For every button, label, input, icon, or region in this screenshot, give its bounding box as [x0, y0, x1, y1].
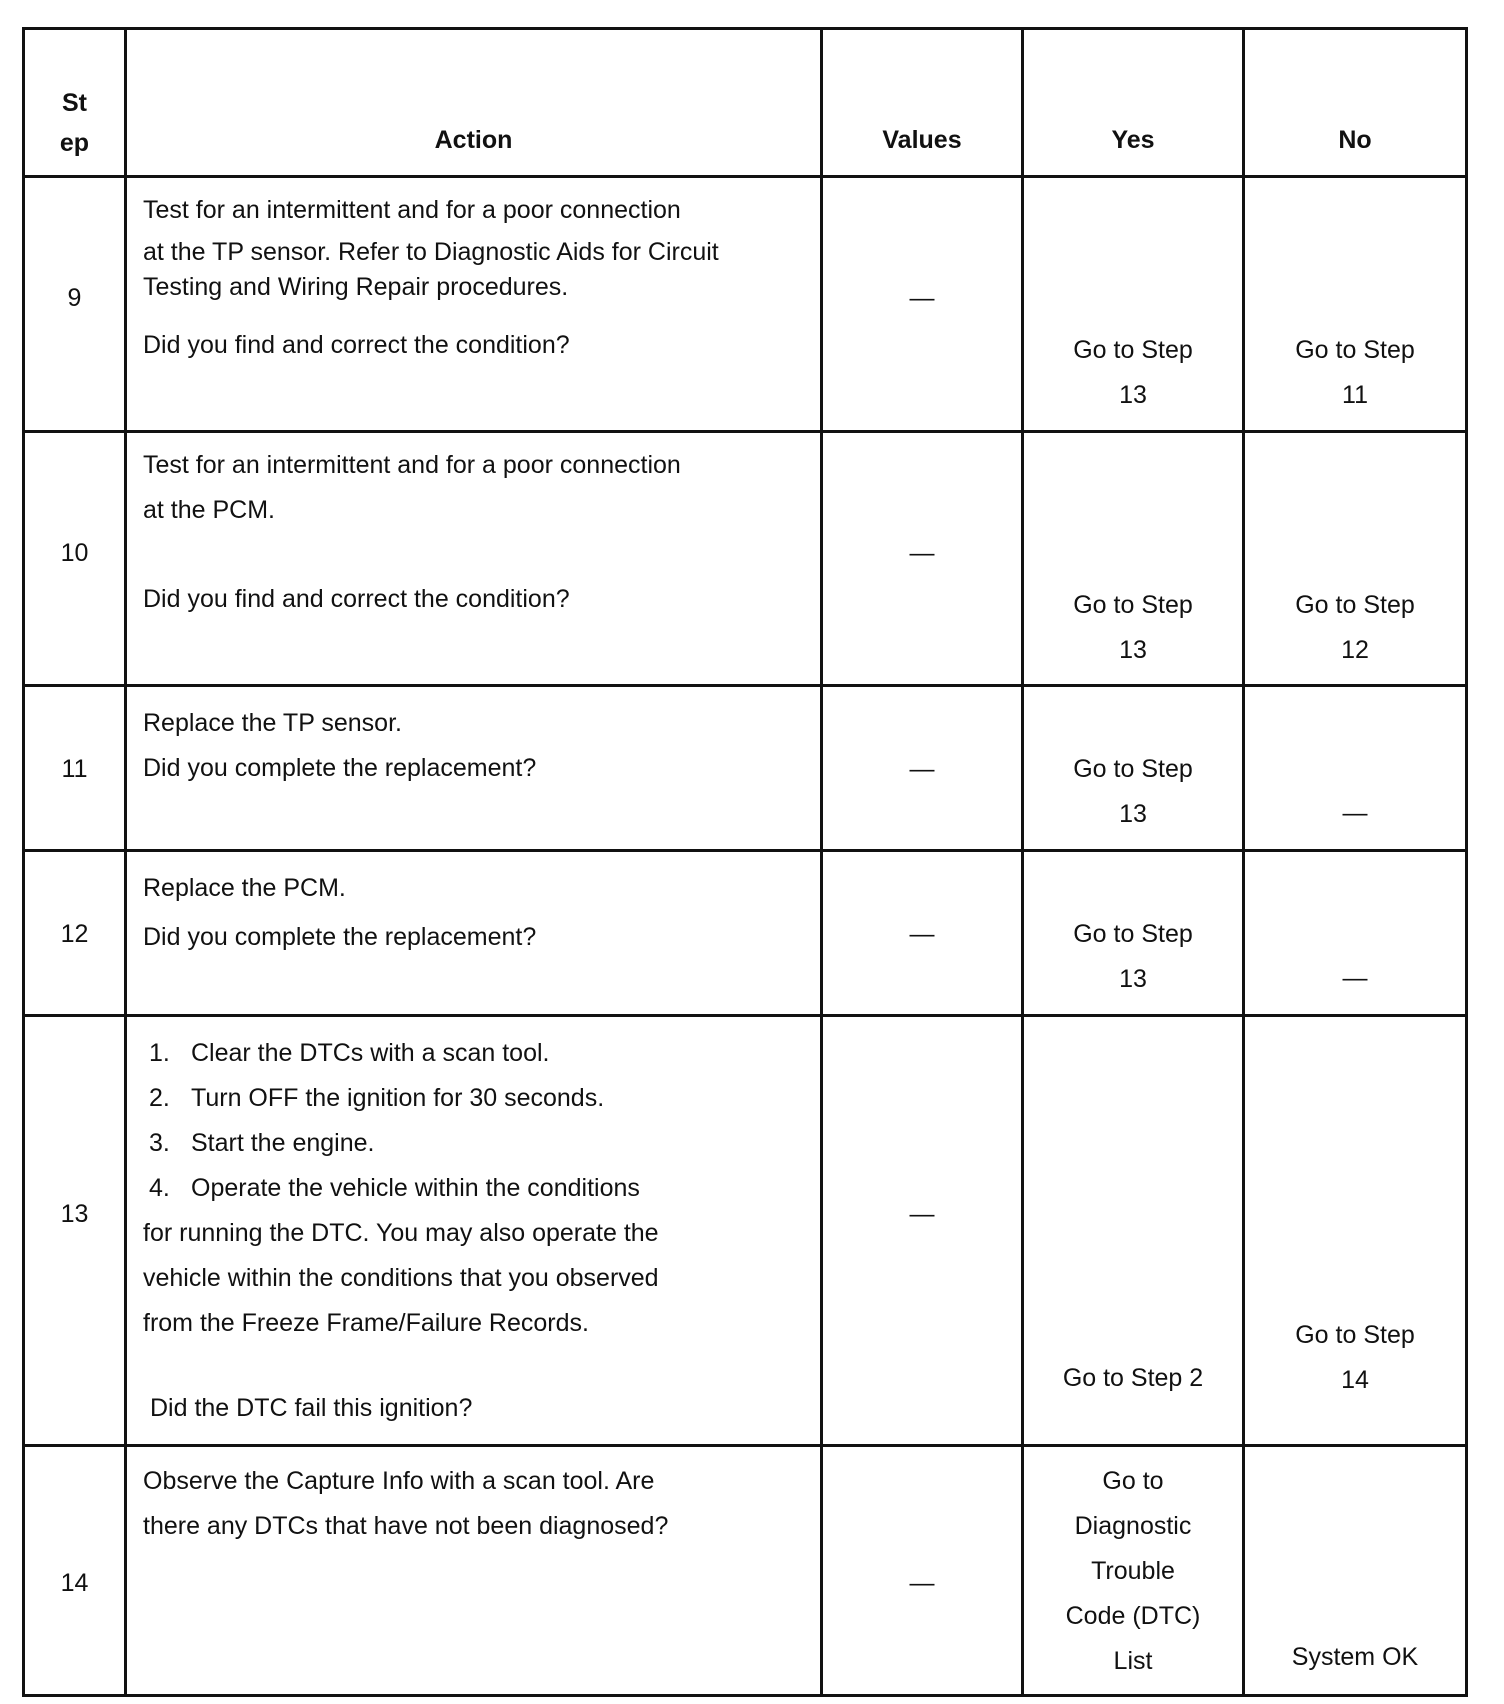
action-list-item [143, 1076, 808, 1121]
step-cell [24, 1016, 126, 1446]
list-number: 2. [149, 1084, 170, 1112]
no-cell [1244, 851, 1467, 1016]
no-text: Go to Step [1295, 591, 1415, 619]
values-dash: — [909, 1569, 935, 1597]
no-dash: — [1342, 964, 1368, 992]
header-row [24, 29, 1467, 177]
yes-text: Trouble [1091, 1557, 1175, 1585]
yes-text: Go to Step [1073, 591, 1193, 619]
header-step-line: St [62, 89, 87, 117]
values-cell [822, 1446, 1023, 1696]
step-cell [24, 177, 126, 432]
yes-text: Go to Step [1073, 755, 1193, 783]
step-number: 10 [60, 539, 89, 567]
action-list-item [143, 1121, 808, 1166]
yes-text: 13 [1119, 381, 1147, 409]
values-cell [822, 1016, 1023, 1446]
no-text: System OK [1291, 1643, 1419, 1671]
yes-text: 13 [1119, 965, 1147, 993]
table-row [24, 1016, 1467, 1446]
header-values: Values [822, 29, 1023, 177]
step-number: 14 [60, 1569, 89, 1597]
values-dash: — [909, 755, 935, 783]
yes-text: Diagnostic [1074, 1512, 1192, 1540]
yes-text: Go to Step [1073, 336, 1193, 364]
action-line: from the Freeze Frame/Failure Records. [143, 1309, 589, 1337]
step-number: 11 [61, 755, 88, 783]
list-text: Start the engine. [191, 1129, 375, 1157]
yes-cell [1023, 1446, 1244, 1696]
yes-cell [1023, 432, 1244, 686]
yes-cell [1023, 851, 1244, 1016]
action-line: Test for an intermittent and for a poor connection [143, 196, 681, 224]
table-row [24, 432, 1467, 686]
action-line: Replace the TP sensor. [143, 709, 402, 737]
no-text: Go to Step [1295, 1321, 1415, 1349]
yes-text: Go to [1102, 1467, 1164, 1495]
values-cell [822, 851, 1023, 1016]
step-number: 13 [60, 1200, 89, 1228]
step-cell [24, 851, 126, 1016]
header-action: Action [126, 29, 822, 177]
action-question: Did you find and correct the condition? [143, 331, 570, 359]
no-dash: — [1342, 799, 1368, 827]
values-dash: — [909, 284, 935, 312]
step-cell [24, 686, 126, 851]
no-text: 12 [1341, 636, 1369, 664]
list-number: 3. [149, 1129, 170, 1157]
values-cell [822, 686, 1023, 851]
step-cell [24, 432, 126, 686]
no-cell [1244, 1446, 1467, 1696]
header-yes: Yes [1023, 29, 1244, 177]
yes-text: List [1113, 1647, 1153, 1675]
values-dash: — [909, 539, 935, 567]
yes-cell [1023, 1016, 1244, 1446]
action-question: Did you complete the replacement? [143, 754, 537, 782]
values-cell [822, 432, 1023, 686]
no-text: 11 [1342, 381, 1368, 409]
action-line: Test for an intermittent and for a poor connection [143, 451, 681, 479]
yes-text: Go to Step [1073, 920, 1193, 948]
action-line: Observe the Capture Info with a scan tool. Are [143, 1467, 655, 1495]
action-question: there any DTCs that have not been diagnosed? [143, 1512, 669, 1540]
values-dash: — [909, 1200, 935, 1228]
values-dash: — [909, 920, 935, 948]
no-cell [1244, 177, 1467, 432]
action-cell [126, 432, 822, 686]
list-number: 1. [149, 1039, 170, 1067]
yes-text: Go to Step 2 [1062, 1364, 1204, 1392]
action-line: Replace the PCM. [143, 874, 346, 902]
action-cell [126, 851, 822, 1016]
no-cell [1244, 686, 1467, 851]
list-number: 4. [149, 1174, 170, 1202]
yes-text: Code (DTC) [1065, 1602, 1201, 1630]
action-cell [126, 686, 822, 851]
header-step-line: ep [59, 129, 90, 157]
values-cell [822, 177, 1023, 432]
action-list-item [143, 1166, 808, 1211]
table-row [24, 686, 1467, 851]
diagnostic-table [22, 27, 1468, 1697]
no-text: Go to Step [1295, 336, 1415, 364]
yes-cell [1023, 177, 1244, 432]
action-cell [126, 1016, 822, 1446]
list-text: Turn OFF the ignition for 30 seconds. [191, 1084, 605, 1112]
list-text: Clear the DTCs with a scan tool. [191, 1039, 550, 1067]
header-no: No [1244, 29, 1467, 177]
action-question: Did you complete the replacement? [143, 923, 537, 951]
step-cell [24, 1446, 126, 1696]
table-row [24, 851, 1467, 1016]
no-cell [1244, 1016, 1467, 1446]
step-number: 12 [60, 920, 89, 948]
table-row [24, 177, 1467, 432]
header-step [24, 29, 126, 177]
no-cell [1244, 432, 1467, 686]
action-cell [126, 1446, 822, 1696]
yes-text: 13 [1119, 800, 1147, 828]
action-line: at the PCM. [143, 496, 275, 524]
action-line: vehicle within the conditions that you observed [143, 1264, 659, 1292]
action-list-item [143, 1031, 808, 1076]
action-cell [126, 177, 822, 432]
action-line: at the TP sensor. Refer to Diagnostic Aids for Circuit [143, 238, 719, 266]
yes-text: 13 [1119, 636, 1147, 664]
table-row [24, 1446, 1467, 1696]
action-line: Testing and Wiring Repair procedures. [143, 273, 569, 301]
action-question: Did the DTC fail this ignition? [150, 1394, 473, 1422]
yes-cell [1023, 686, 1244, 851]
action-question: Did you find and correct the condition? [143, 585, 570, 613]
list-text: Operate the vehicle within the conditions [191, 1174, 640, 1202]
no-text: 14 [1341, 1366, 1369, 1394]
step-number: 9 [67, 284, 82, 312]
action-line: for running the DTC. You may also operate the [143, 1219, 659, 1247]
